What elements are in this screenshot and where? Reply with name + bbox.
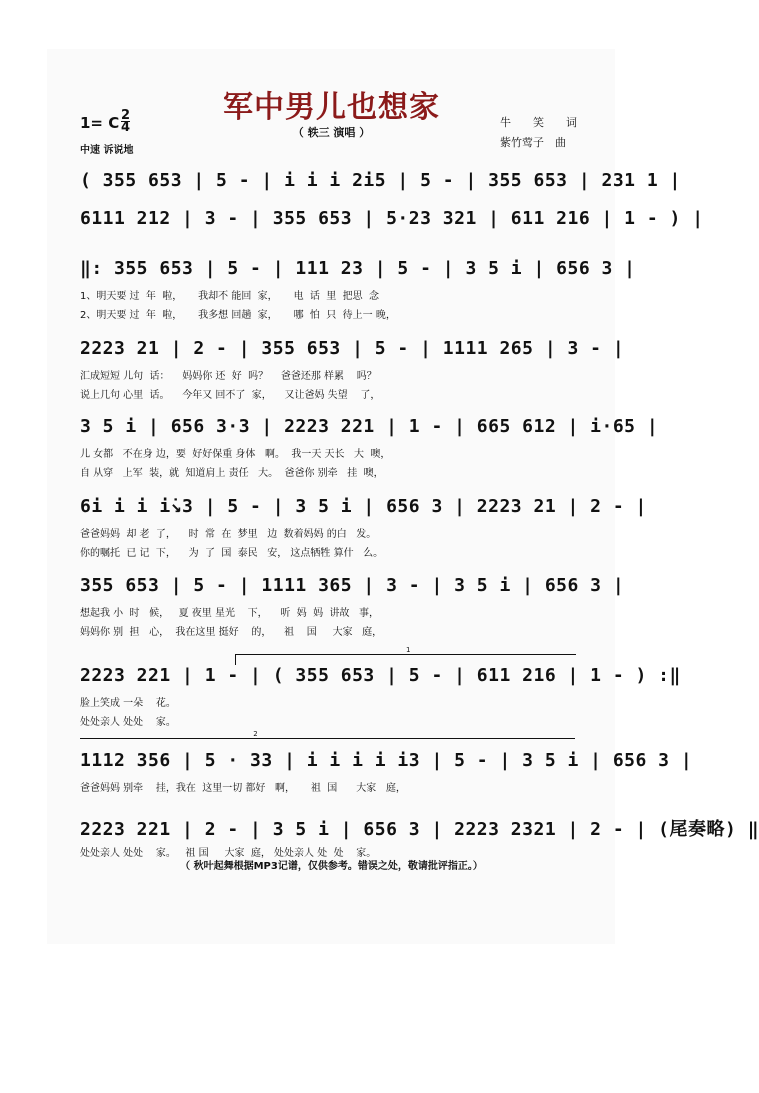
time-signature-bottom: 4 xyxy=(121,120,131,135)
notation-row: 2223 221 | 1 - | ( 355 653 | 5 - | 611 216 | 1 - ) :‖ xyxy=(80,665,681,686)
notation-row: ‖: 355 653 | 5 - | 111 23 | 5 - | 3 5 i | 656 3 | xyxy=(80,258,636,279)
lyricist-credit: 牛 笑 词 xyxy=(500,116,577,129)
lyric-line: 你的嘱托 已 记 下， 为 了 国 泰民 安， 这点牺牲 算什 么。 xyxy=(80,548,384,559)
second-ending-number: 2 xyxy=(253,730,258,738)
time-signature-top: 2 xyxy=(121,108,131,123)
lyric-line: 儿 女都 不在身 边，要 好好保重 身体 啊。 我一天 天长 大 噢， xyxy=(80,449,391,460)
lyric-line: 自 从穿 上军 装，就 知道肩上 责任 大。 爸爸你 别牵 挂 噢， xyxy=(80,468,384,479)
notation-row: 2223 21 | 2 - | 355 653 | 5 - | 1111 265 | 3 - | xyxy=(80,338,625,359)
singer-credit: （ 轶三 演唱 ） xyxy=(292,126,371,139)
song-title: 军中男儿也想家 xyxy=(223,90,440,125)
lyric-line: 爸爸妈妈 别牵 挂，我在 这里一切 都好 啊， 祖 国 大家 庭， xyxy=(80,783,406,794)
lyric-line: 处处亲人 处处 家。 xyxy=(80,717,176,728)
lyric-line: 处处亲人 处处 家。 祖 国 大家 庭， 处处亲人 处 处 家。 xyxy=(80,848,377,859)
time-signature xyxy=(121,110,130,133)
tempo-marking: 中速 诉说地 xyxy=(80,145,134,156)
lyric-line: 妈妈你 别 担 心， 我在这里 挺好 的， 祖 国 大家 庭， xyxy=(80,627,383,638)
notation-row: 2223 221 | 2 - | 3 5 i | 656 3 | 2223 2321 | 2 - | (尾奏略) ‖ xyxy=(80,819,759,840)
lyric-line: 爸爸妈妈 却 老 了， 时 常 在 梦里 边 数着妈妈 的白 发。 xyxy=(80,529,377,540)
notation-row: 6111 212 | 3 - | 355 653 | 5·23 321 | 611 216 | 1 - ) | xyxy=(80,208,704,229)
notation-row: 6i i i i̇↘3 | 5 - | 3 5 i | 656 3 | 2223 21 | 2 - | xyxy=(80,496,647,517)
notation-row: 355 653 | 5 - | 1111 365 | 3 - | 3 5 i | 656 3 | xyxy=(80,575,625,596)
second-ending-bracket xyxy=(80,730,575,749)
first-ending-number: 1 xyxy=(406,646,411,654)
lyric-line: 2、明天要 过 年 啦， 我多想 回趟 家， 哪 怕 只 待上一 晚， xyxy=(80,310,396,321)
lyric-line: 脸上笑成 一朵 花。 xyxy=(80,698,176,709)
lyric-line: 说上几句 心里 话。 今年又 回不了 家， 又让爸妈 失望 了， xyxy=(80,390,381,401)
first-ending-bracket xyxy=(235,646,576,665)
composer-credit: 紫竹莺子 曲 xyxy=(500,136,566,149)
key-signature: 1= C xyxy=(80,114,120,132)
lyric-line: 汇成短短 儿句 话： 妈妈你 还 好 吗？ 爸爸还那 样累 吗？ xyxy=(80,371,377,382)
footnote: （ 秋叶起舞根据MP3记谱，仅供参考。错误之处，敬请批评指正。） xyxy=(180,861,483,872)
notation-row: 1112 356 | 5 · 33 | i i i i i3 | 5 - | 3 5 i | 656 3 | xyxy=(80,750,693,771)
notation-row: 3 5 i | 656 3·3 | 2223 221 | 1 - | 665 612 | i·65 | xyxy=(80,416,659,437)
lyric-line: 想起我 小 时 候， 夏 夜里 星光 下， 听 妈 妈 讲故 事， xyxy=(80,608,380,619)
lyric-line: 1、明天要 过 年 啦， 我却不 能回 家， 电 话 里 把思 念 xyxy=(80,291,380,302)
notation-row: ( 355 653 | 5 - | i i i 2i5 | 5 - | 355 653 | 231 1 | xyxy=(80,170,681,191)
